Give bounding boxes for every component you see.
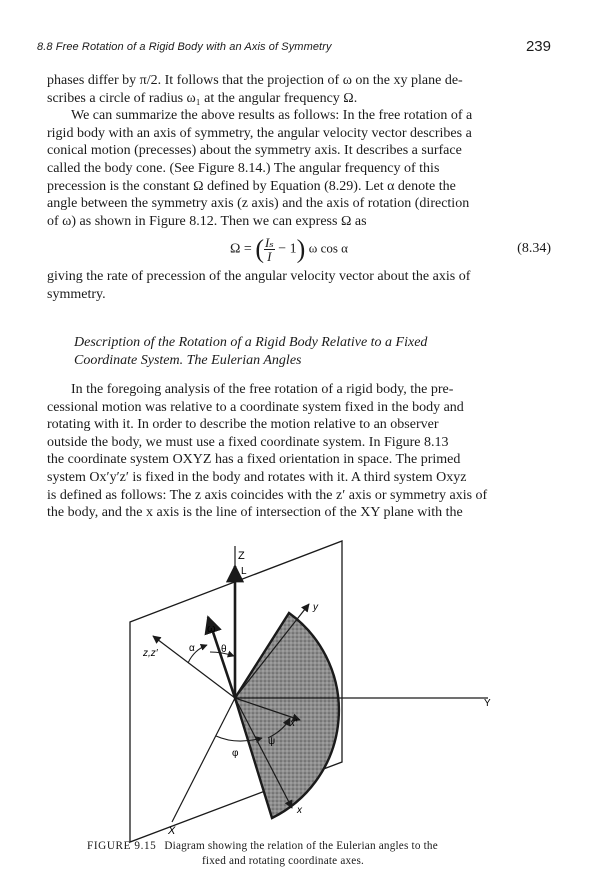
- alpha-label: α: [189, 643, 195, 654]
- text-line: the body, and the x axis is the line of intersection of the XY plane with the: [47, 505, 463, 521]
- text-line: conical motion (precesses) about the symmetry axis. It describes a surface: [47, 143, 462, 159]
- text-line: of ω) as shown in Figure 8.12. Then we can express Ω as: [47, 213, 367, 229]
- L-label: L: [241, 566, 247, 577]
- text-line: the coordinate system OXYZ has a fixed orientation in space. The primed: [47, 452, 461, 468]
- text-line: giving the rate of precession of the angular velocity vector about the axis of: [47, 269, 471, 285]
- equation-minus-one: − 1: [278, 242, 297, 258]
- section-title-line: Coordinate System. The Eulerian Angles: [74, 353, 302, 368]
- psi-label: ψ: [268, 736, 276, 747]
- X-label: X: [168, 825, 176, 837]
- zz-prime-label: z,z′: [143, 648, 158, 659]
- caption-line: Diagram showing the relation of the Eulerian angles to the: [164, 840, 438, 852]
- page-number: 239: [525, 38, 551, 55]
- paragraph-1: [47, 72, 551, 304]
- equation-body: [230, 236, 348, 263]
- equation-number: (8.34): [517, 241, 551, 257]
- caption-label: FIGURE 9.15: [87, 840, 157, 852]
- fraction: [264, 236, 275, 263]
- x-prime-label: x′: [290, 718, 297, 729]
- theta-label: θ: [221, 644, 227, 655]
- paren-close: ): [296, 235, 306, 265]
- text-line: called the body cone. (See Figure 8.14.) The angular frequency of this: [47, 160, 440, 176]
- text-line: outside the body, we must use a fixed coordinate system. In Figure 8.13: [47, 434, 449, 450]
- fraction-denominator: I: [267, 249, 272, 265]
- omega-label: ω: [207, 623, 216, 635]
- text-line: In the foregoing analysis of the free rotation of a rigid body, the pre-: [71, 382, 454, 397]
- text-line: symmetry.: [47, 286, 106, 302]
- Y-label: Y: [484, 698, 491, 709]
- text-line: phases differ by π/2. It follows that the projection of ω on the xy plane de-: [47, 73, 463, 88]
- text-line: scribes a circle of radius ω₁ at the angular frequency Ω.: [47, 90, 358, 106]
- text-line: system Ox′y′z′ is fixed in the body and rotates with it. A third system Oxyz: [47, 469, 467, 485]
- paragraph-4: [47, 381, 551, 522]
- phi-label: φ: [232, 748, 239, 759]
- text-line: precession is the constant Ω defined by Equation (8.29). Let α denote the: [47, 178, 456, 194]
- page-header: [37, 38, 551, 58]
- running-head: 8.8 Free Rotation of a Rigid Body with an Axis of Symmetry: [37, 41, 332, 53]
- section-title-line: Description of the Rotation of a Rigid Body Relative to a Fixed: [74, 335, 428, 350]
- text-line: rotating with it. In order to describe the motion relative to an observer: [47, 417, 439, 433]
- equation-rhs: ω cos α: [308, 241, 348, 257]
- equation-lhs: Ω =: [230, 242, 252, 258]
- x-label: x: [297, 805, 302, 816]
- X-axis: [172, 698, 235, 822]
- text-line: rigid body with an axis of symmetry, the angular velocity vector describes a: [47, 125, 472, 141]
- Z-label: Z: [238, 550, 245, 562]
- equation-8-34: [47, 230, 551, 268]
- caption-line: fixed and rotating coordinate axes.: [202, 855, 365, 867]
- text-line: We can summarize the above results as follows: In the free rotation of a: [71, 108, 473, 124]
- text-line: angle between the symmetry axis (z axis) and the axis of rotation (direction: [47, 196, 470, 212]
- paren-open: (: [255, 235, 264, 265]
- y-label: y: [313, 602, 318, 613]
- section-title: [74, 334, 494, 370]
- figure-caption: [87, 839, 517, 869]
- text-line: cessional motion was relative to a coordinate system fixed in the body and: [47, 399, 464, 415]
- eulerian-angles-diagram: [0, 520, 595, 850]
- fraction-numerator: Iₛ: [264, 235, 274, 251]
- text-line: is defined as follows: The z axis coincides with the z′ axis or symmetry axis of: [47, 487, 488, 503]
